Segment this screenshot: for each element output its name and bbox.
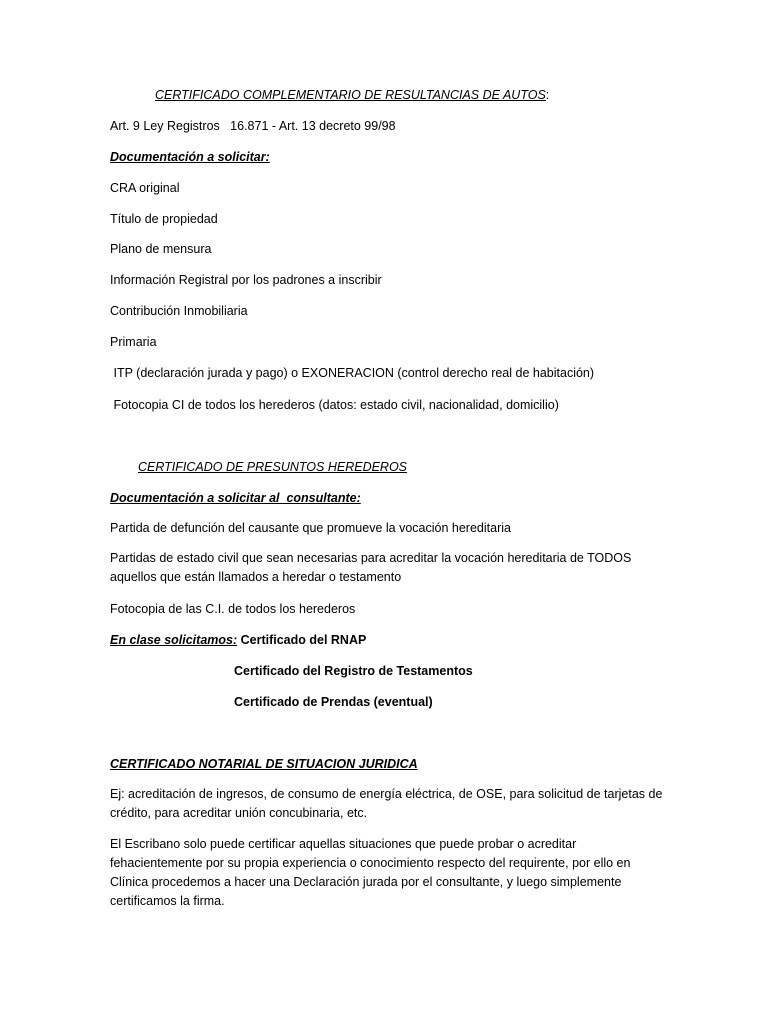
list-item: Contribución Inmobiliaria [110, 304, 248, 318]
section1-doc-heading: Documentación a solicitar: [110, 150, 270, 164]
list-item: Información Registral por los padrones a inscribir [110, 273, 382, 287]
section3-title: CERTIFICADO NOTARIAL DE SITUACION JURIDICA [110, 757, 418, 771]
list-item: CRA original [110, 181, 180, 195]
law-reference: Art. 9 Ley Registros 16.871 - Art. 13 decreto 99/98 [110, 119, 396, 133]
list-item: Fotocopia CI de todos los herederos (datos: estado civil, nacionalidad, domicilio) [110, 398, 559, 412]
section1-title-line [155, 87, 549, 103]
class-item: Certificado del RNAP [237, 633, 367, 647]
list-item: Fotocopia de las C.I. de todos los herederos [110, 602, 356, 616]
section1-title-suffix: : [545, 88, 550, 102]
class-item: Certificado de Prendas (eventual) [234, 695, 433, 709]
class-request-line [110, 632, 366, 648]
list-item: Partida de defunción del causante que promueve la vocación hereditaria [110, 521, 511, 535]
list-item: ITP (declaración jurada y pago) o EXONERACION (control derecho real de habitación) [110, 366, 595, 380]
list-item: Título de propiedad [110, 212, 218, 226]
section3-paragraph: El Escribano solo puede certificar aquellas situaciones que puede probar o acreditar fehacientemente por su propia experiencia o conocimiento respecto del requirente, por ello en Clínica procedemos a hacer una Declaración jurada por el consultante, y luego simplemente certificamos la firma. [110, 837, 631, 908]
section3-paragraph: Ej: acreditación de ingresos, de consumo de energía eléctrica, de OSE, para solicitud de tarjetas de crédito, para acreditar unión concubinaria, etc. [110, 787, 663, 820]
section1-title: CERTIFICADO COMPLEMENTARIO DE RESULTANCIAS DE AUTOS [155, 88, 546, 102]
class-label: En clase solicitamos: [110, 633, 238, 647]
list-item: Plano de mensura [110, 242, 212, 256]
list-item: Partidas de estado civil que sean necesarias para acreditar la vocación hereditaria de TODOS aquellos que están llamados a heredar o testamento [110, 551, 632, 584]
class-item: Certificado del Registro de Testamentos [234, 664, 473, 678]
list-item: Primaria [110, 335, 157, 349]
section2-doc-heading: Documentación a solicitar al consultante: [110, 491, 361, 505]
section2-title: CERTIFICADO DE PRESUNTOS HEREDEROS [138, 460, 408, 474]
